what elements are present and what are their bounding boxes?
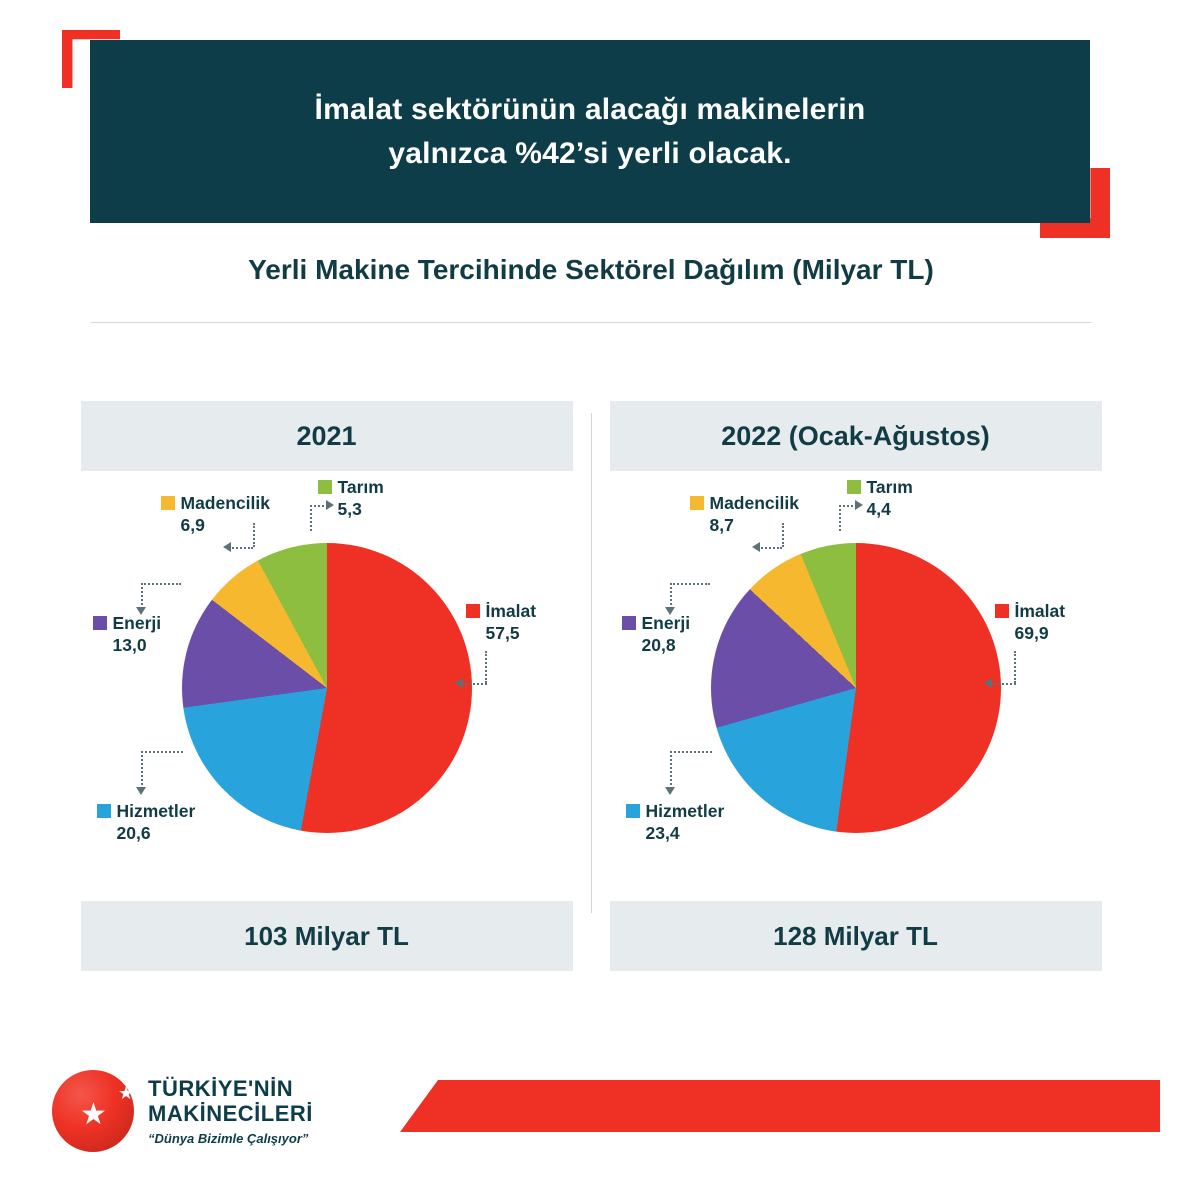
legend-swatch-madencilik-icon: [690, 496, 704, 510]
panel-2021-heading: 2021: [81, 401, 573, 471]
panel-2022-heading: 2022 (Ocak-Ağustos): [610, 401, 1102, 471]
header-title-line2: yalnızca %42’si yerli olacak.: [388, 136, 792, 170]
slice-label-madencilik-2022: Madencilik 8,7: [690, 493, 799, 537]
leader-hizmetler-h: [141, 751, 183, 753]
legend-swatch-tarim-icon: [318, 480, 332, 494]
logo-line1: TÜRKİYE'NİN: [148, 1076, 294, 1101]
slice-label-enerji-2021: Enerji 13,0: [93, 613, 162, 657]
legend-swatch-hizmetler-icon: [626, 804, 640, 818]
panel-2021-body: [81, 471, 573, 901]
leader-hizmetler-v: [141, 751, 143, 789]
header-title-line1: İmalat sektörünün alacağı makinelerin: [314, 93, 866, 126]
legend-swatch-madencilik-icon: [161, 496, 175, 510]
leader-hizmetler-arrow-icon: [136, 787, 146, 795]
panels-container: [0, 401, 1182, 971]
leader-imalat-arrow-icon: [455, 678, 463, 688]
divider-rule: [91, 322, 1091, 323]
leader-madencilik-v: [782, 523, 784, 547]
pie-chart-2022: [711, 543, 1001, 833]
logo-text: [148, 1076, 313, 1146]
leader-enerji-arrow-icon: [136, 607, 146, 615]
slice-label-tarim-2022: Tarım 4,4: [847, 477, 913, 521]
panel-2021-total: 103 Milyar TL: [81, 901, 573, 971]
leader-imalat-h: [461, 683, 487, 685]
leader-hizmetler-h: [670, 751, 712, 753]
slice-label-enerji-2022: Enerji 20,8: [622, 613, 691, 657]
slice-label-imalat-2021: İmalat 57,5: [466, 601, 537, 645]
slice-label-hizmetler-2022: Hizmetler 23,4: [626, 801, 725, 845]
leader-madencilik-v: [253, 523, 255, 547]
leader-enerji-v: [141, 583, 143, 609]
footer: [0, 1032, 1182, 1182]
leader-madencilik-h: [758, 547, 782, 549]
leader-imalat-h: [990, 683, 1016, 685]
footer-accent-band: [400, 1080, 1160, 1132]
legend-swatch-imalat-icon: [995, 604, 1009, 618]
legend-swatch-tarim-icon: [847, 480, 861, 494]
panel-2022: [610, 401, 1102, 971]
panel-2021: [81, 401, 573, 971]
leader-tarim-arrow-icon: [326, 500, 334, 510]
leader-hizmetler-v: [670, 751, 672, 789]
leader-tarim-v: [310, 505, 312, 531]
chart-subtitle: Yerli Makine Tercihinde Sektörel Dağılım (Milyar TL): [248, 254, 934, 285]
logo-star-small-icon: ★: [118, 1083, 135, 1103]
leader-imalat-v: [485, 651, 487, 683]
leader-tarim-arrow-icon: [855, 500, 863, 510]
logo-line2: MAKİNECİLERİ: [148, 1101, 313, 1127]
header: [0, 0, 1182, 260]
slice-label-madencilik-2021: Madencilik 6,9: [161, 493, 270, 537]
legend-swatch-enerji-icon: [622, 616, 636, 630]
logo-slogan: “Dünya Bizimle Çalışıyor”: [148, 1130, 309, 1146]
leader-tarim-v: [839, 505, 841, 531]
legend-swatch-hizmetler-icon: [97, 804, 111, 818]
leader-madencilik-arrow-icon: [223, 542, 231, 552]
legend-swatch-imalat-icon: [466, 604, 480, 618]
leader-enerji-v: [670, 583, 672, 609]
leader-imalat-v: [1014, 651, 1016, 683]
leader-hizmetler-arrow-icon: [665, 787, 675, 795]
leader-imalat-arrow-icon: [984, 678, 992, 688]
logo-star-big-icon: ★: [80, 1098, 107, 1131]
leader-madencilik-arrow-icon: [752, 542, 760, 552]
leader-madencilik-h: [229, 547, 253, 549]
leader-enerji-h: [141, 583, 181, 585]
header-title: [275, 88, 906, 175]
panel-divider: [591, 413, 592, 913]
pie-chart-2021: [182, 543, 472, 833]
header-banner: [90, 40, 1090, 223]
leader-enerji-arrow-icon: [665, 607, 675, 615]
panel-2022-total: 128 Milyar TL: [610, 901, 1102, 971]
panel-2022-body: [610, 471, 1102, 901]
slice-label-imalat-2022: İmalat 69,9: [995, 601, 1066, 645]
legend-swatch-enerji-icon: [93, 616, 107, 630]
leader-enerji-h: [670, 583, 710, 585]
slice-label-hizmetler-2021: Hizmetler 20,6: [97, 801, 196, 845]
slice-label-tarim-2021: Tarım 5,3: [318, 477, 384, 521]
